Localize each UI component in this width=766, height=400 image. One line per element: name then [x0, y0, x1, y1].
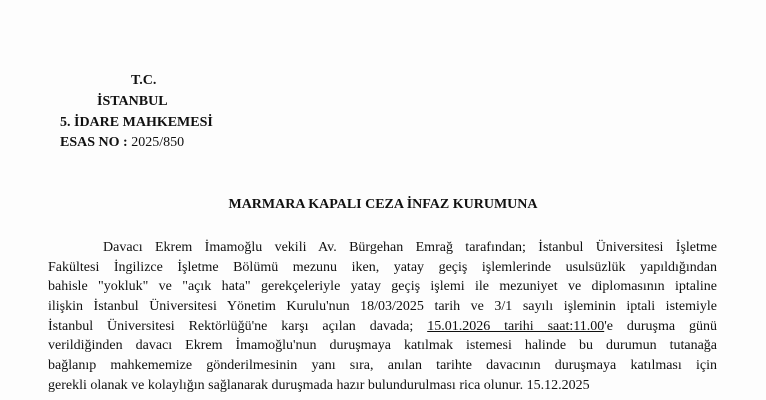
body-line-hearing	[48, 317, 717, 337]
body-text-segment: İstanbul Üniversitesi Rektörlüğü'ne karşı açılan davada;	[48, 318, 414, 334]
body-paragraph	[48, 238, 717, 396]
case-number-label: ESAS NO :	[60, 135, 128, 150]
recipient-heading: MARMARA KAPALI CEZA İNFAZ KURUMUNA	[228, 197, 538, 212]
body-line: bağlanıp mahkememize gönderilmesinin yanı sıra, anılan tarihte davacının duruşmaya katılması için	[48, 358, 717, 374]
case-number-row	[60, 135, 184, 151]
header-tc: T.C.	[131, 73, 157, 88]
body-line: ilişkin İstanbul Üniversitesi Yönetim Kurulu'nun 18/03/2025 tarih ve 3/1 sayılı işleminin iptali istemiyle	[48, 299, 717, 315]
body-line: verildiğinden davacı Ekrem İmamoğlu'nun duruşmaya katılmak istemesi halinde bu durumun tutanağa	[48, 338, 717, 354]
body-line: Fakültesi İngilizce İşletme Bölümü mezunu iken, yatay geçiş işlemlerinde usulsüzlük yapıldığından	[48, 259, 717, 275]
hearing-date: 15.01.2026 tarihi saat:11.00	[427, 318, 605, 334]
body-line: Davacı Ekrem İmamoğlu vekili Av. Bürgehan Emrağ tarafından; İstanbul Üniversitesi İşletme	[103, 240, 717, 255]
header-court-name: 5. İDARE MAHKEMESİ	[60, 115, 213, 130]
body-text-segment: 'e duruşma günü	[604, 318, 718, 334]
case-number-value: 2025/850	[131, 135, 185, 150]
header-city: İSTANBUL	[97, 94, 168, 109]
body-line: bahisle "yokluk" ve "açık hata" gerekçeleriyle yatay geçiş işlemi ile mezuniyet ve diplomasının iptaline	[48, 279, 717, 295]
body-line-closing: gerekli olanak ve kolaylığın sağlanarak duruşmada hazır bulundurulması rica olunur. 15.12.2025	[48, 377, 590, 393]
